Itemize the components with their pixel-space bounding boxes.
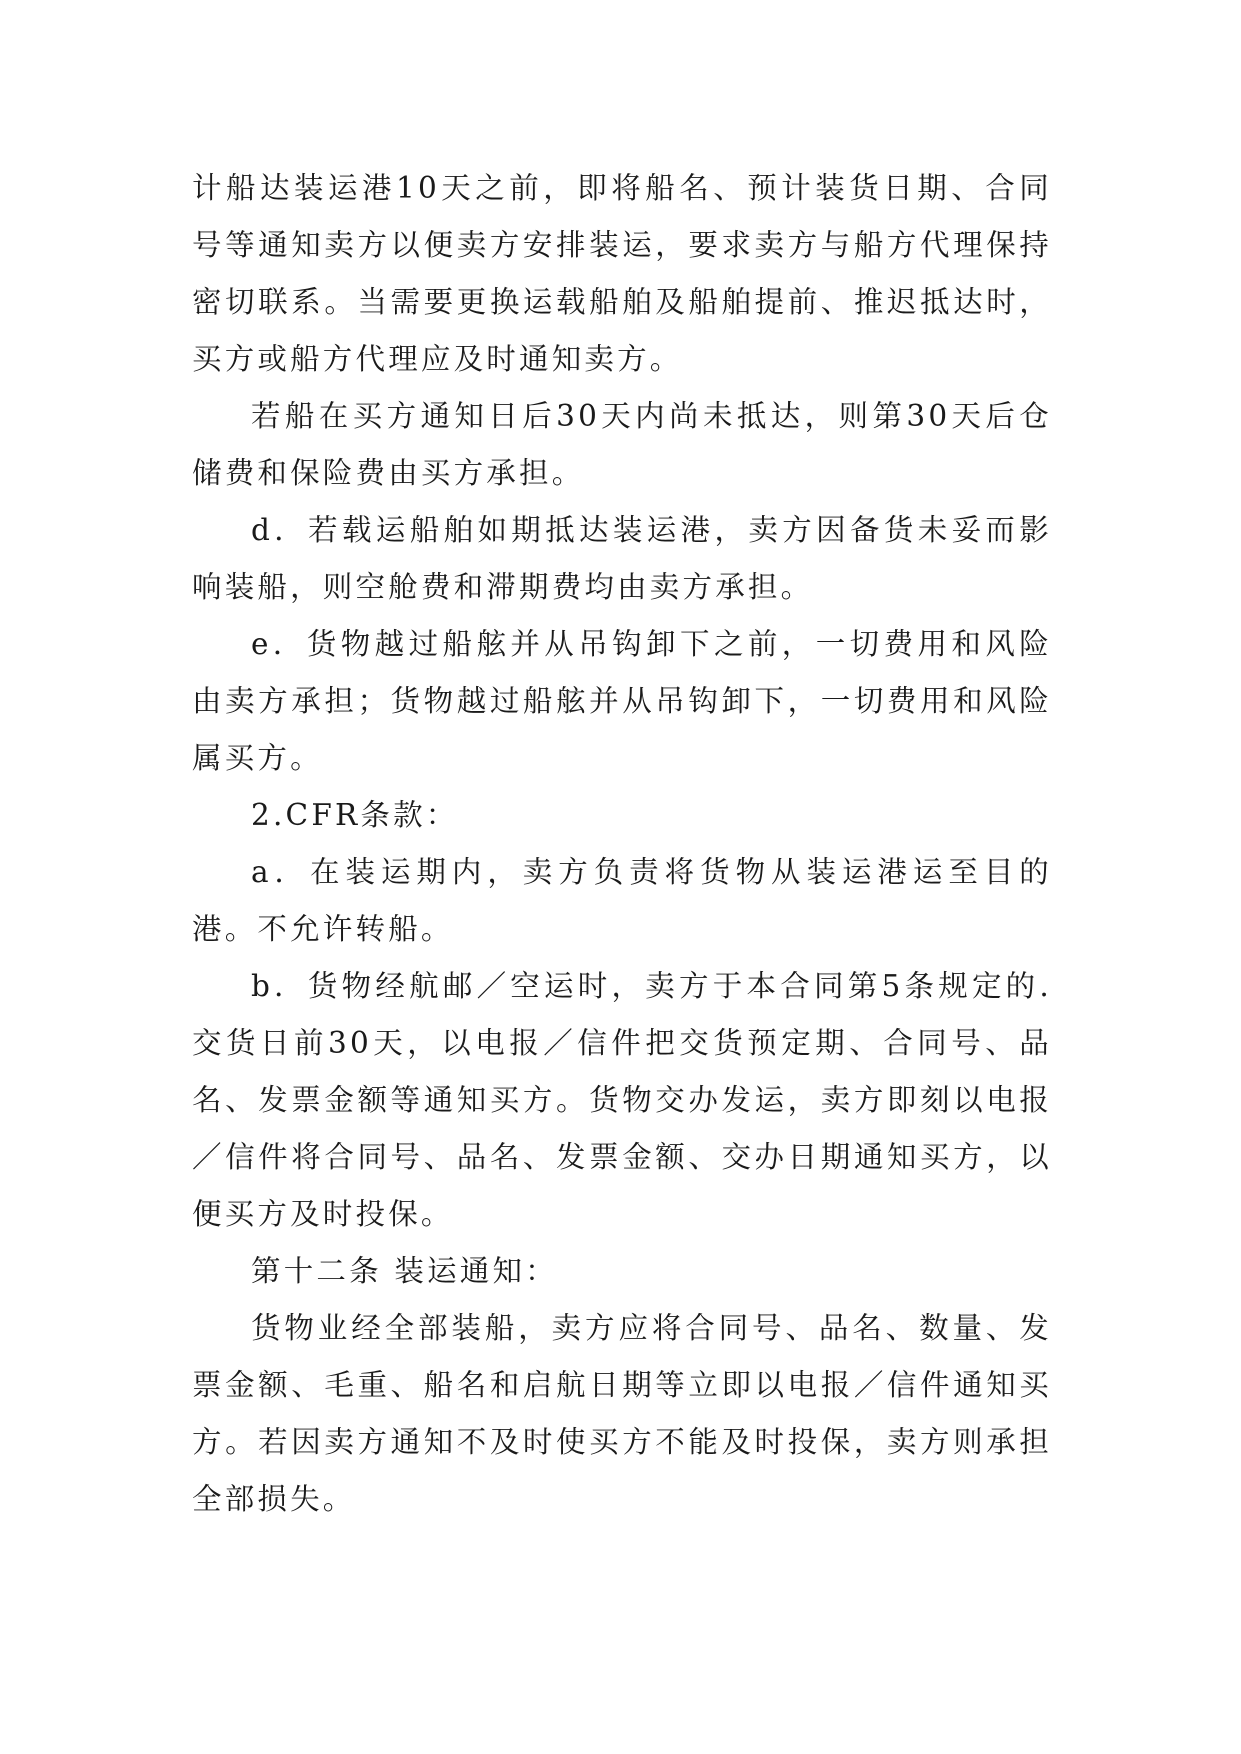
paragraph-shipping-notice-continued: 计船达装运港10天之前，即将船名、预计装货日期、合同号等通知卖方以便卖方安排装运，要求卖方与船方代理保持密切联系。当需要更换运载船舶及船舶提前、推迟抵达时，买方或船方代理应及时通知卖方。 <box>192 171 1052 376</box>
paragraph-clause-d: d．若载运船舶如期抵达装运港，卖方因备货未妥而影响装船，则空舱费和滞期费均由卖方承担。 <box>192 513 1052 604</box>
paragraph-clause-b: b．货物经航邮／空运时，卖方于本合同第5条规定的.交货日前30天，以电报／信件把交货预定期、合同号、品名、发票金额等通知买方。货物交办发运，卖方即刻以电报／信件将合同号、品名、发票金额、交办日期通知买方，以便买方及时投保。 <box>192 969 1052 1231</box>
paragraph-storage-insurance: 若船在买方通知日后30天内尚未抵达，则第30天后仓储费和保险费由买方承担。 <box>192 399 1052 490</box>
document-body <box>192 160 1052 1528</box>
paragraph-cfr-heading: 2.CFR条款： <box>251 798 459 832</box>
paragraph-article-12-heading: 第十二条 装运通知： <box>251 1254 558 1288</box>
paragraph-clause-e: e．货物越过船舷并从吊钩卸下之前，一切费用和风险由卖方承担；货物越过船舷并从吊钩卸下，一切费用和风险属买方。 <box>192 627 1052 775</box>
paragraph-clause-a: a．在装运期内，卖方负责将货物从装运港运至目的港。不允许转船。 <box>192 855 1052 946</box>
paragraph-article-12-body: 货物业经全部装船，卖方应将合同号、品名、数量、发票金额、毛重、船名和启航日期等立即以电报／信件通知买方。若因卖方通知不及时使买方不能及时投保，卖方则承担全部损失。 <box>192 1311 1052 1516</box>
